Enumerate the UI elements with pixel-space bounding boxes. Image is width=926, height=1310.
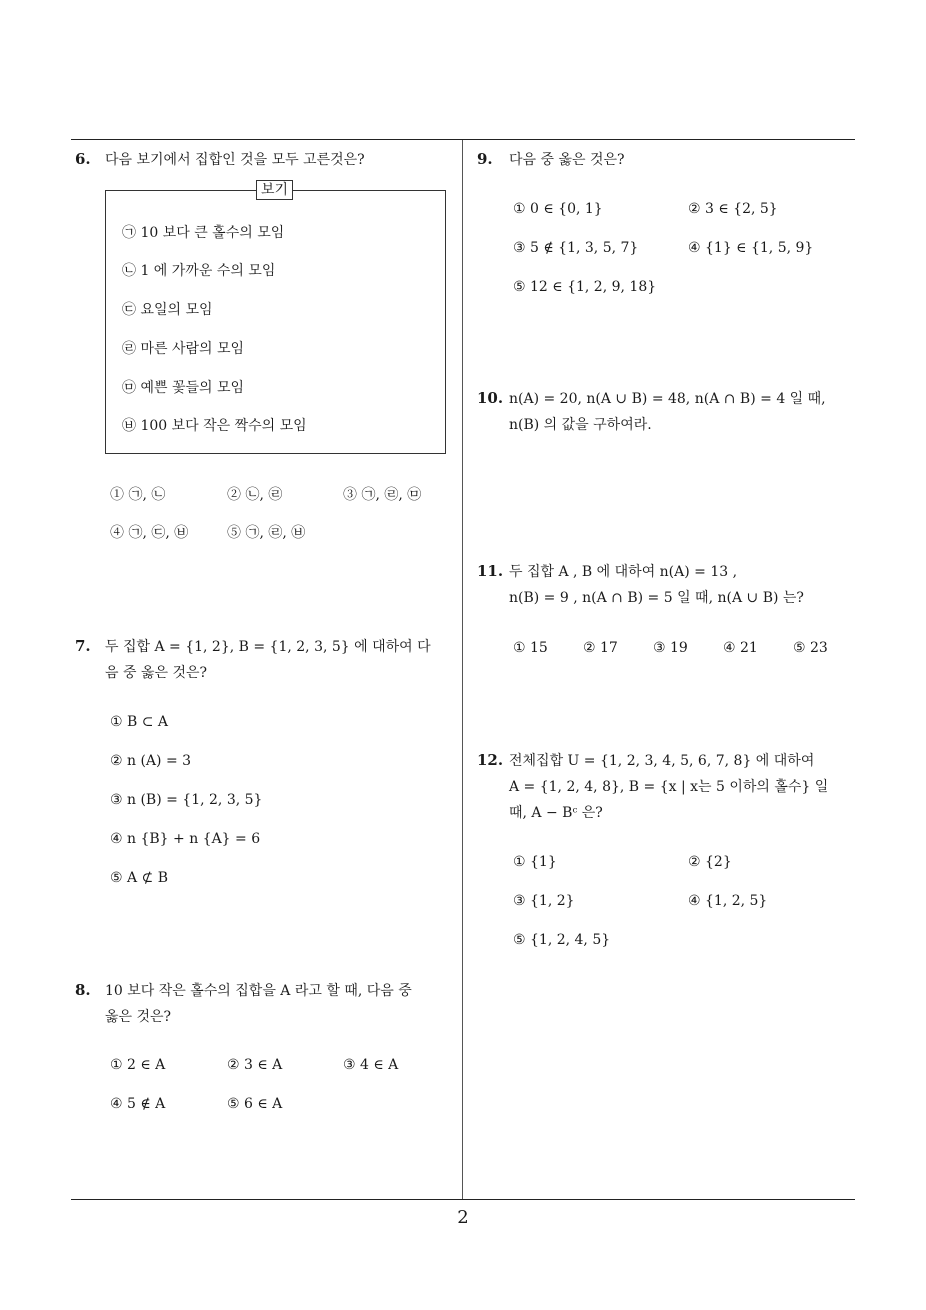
answer-choice[interactable]: ① ㉠, ㉡: [110, 487, 166, 503]
answer-choice[interactable]: ④ 21: [723, 640, 758, 656]
answer-choice[interactable]: ③ {1, 2}: [513, 893, 575, 909]
answer-choice[interactable]: ① 0 ∈ {0, 1}: [513, 201, 603, 217]
answer-choice[interactable]: ② n (A) = 3: [110, 753, 192, 769]
answer-choice[interactable]: ② ㉡, ㉣: [227, 487, 283, 503]
question-text: 때, A − Bᶜ 은?: [509, 805, 603, 821]
example-item: ㉤ 예쁜 꽃들의 모임: [122, 380, 245, 396]
answer-choice[interactable]: ⑤ 23: [793, 640, 828, 656]
question-text: 두 집합 A = {1, 2}, B = {1, 2, 3, 5} 에 대하여 다: [105, 639, 431, 655]
question-text: 10 보다 작은 홀수의 집합을 A 라고 할 때, 다음 중: [105, 983, 412, 999]
answer-choice[interactable]: ② 3 ∈ {2, 5}: [688, 201, 778, 217]
answer-choice[interactable]: ④ n {B} + n {A} = 6: [110, 831, 261, 847]
answer-choice[interactable]: ④ ㉠, ㉢, ㉥: [110, 525, 189, 541]
answer-choice[interactable]: ③ 4 ∈ A: [343, 1057, 399, 1073]
question-text: 두 집합 A , B 에 대하여 n(A) = 13 ,: [509, 564, 738, 580]
question-number: 6.: [75, 150, 91, 168]
question-text: n(A) = 20, n(A ∪ B) = 48, n(A ∩ B) = 4 일 때,: [509, 391, 826, 407]
answer-choice[interactable]: ① 2 ∈ A: [110, 1057, 166, 1073]
answer-choice[interactable]: ② {2}: [688, 854, 732, 870]
answer-choice[interactable]: ② 17: [583, 640, 618, 656]
answer-choice[interactable]: ⑤ {1, 2, 4, 5}: [513, 932, 611, 948]
example-item: ㉥ 100 보다 작은 짝수의 모임: [122, 418, 307, 434]
answer-choice[interactable]: ⑤ 6 ∈ A: [227, 1096, 283, 1112]
example-box-title: 보기: [256, 180, 293, 200]
answer-choice[interactable]: ④ {1} ∈ {1, 5, 9}: [688, 240, 814, 256]
question-text: n(B) = 9 , n(A ∩ B) = 5 일 때, n(A ∪ B) 는?: [509, 590, 804, 606]
question-number: 12.: [477, 751, 504, 769]
bottom-rule: [71, 1199, 855, 1200]
question-number: 8.: [75, 981, 91, 999]
example-item: ㉣ 마른 사람의 모임: [122, 341, 245, 357]
answer-choice[interactable]: ⑤ A ⊄ B: [110, 870, 169, 886]
example-item: ㉡ 1 에 가까운 수의 모임: [122, 263, 276, 279]
question-text: 전체집합 U = {1, 2, 3, 4, 5, 6, 7, 8} 에 대하여: [509, 753, 815, 769]
page-number: 2: [457, 1207, 469, 1228]
answer-choice[interactable]: ④ {1, 2, 5}: [688, 893, 768, 909]
question-number: 11.: [477, 562, 504, 580]
answer-choice[interactable]: ④ 5 ∉ A: [110, 1096, 166, 1112]
question-text: 옳은 것은?: [105, 1009, 172, 1025]
question-text: 다음 중 옳은 것은?: [509, 152, 625, 168]
question-text: A = {1, 2, 4, 8}, B = {x | x는 5 이하의 홀수} 일: [509, 779, 829, 795]
question-number: 9.: [477, 150, 493, 168]
answer-choice[interactable]: ③ 5 ∉ {1, 3, 5, 7}: [513, 240, 639, 256]
top-rule: [71, 139, 855, 140]
answer-choice[interactable]: ① B ⊂ A: [110, 714, 169, 730]
column-divider: [462, 140, 463, 1200]
answer-choice[interactable]: ③ n (B) = {1, 2, 3, 5}: [110, 792, 263, 808]
answer-choice[interactable]: ① 15: [513, 640, 548, 656]
answer-choice[interactable]: ⑤ 12 ∈ {1, 2, 9, 18}: [513, 279, 657, 295]
answer-choice[interactable]: ③ 19: [653, 640, 688, 656]
answer-choice[interactable]: ① {1}: [513, 854, 557, 870]
question-number: 7.: [75, 637, 91, 655]
answer-choice[interactable]: ③ ㉠, ㉣, ㉤: [343, 487, 422, 503]
question-text: 다음 보기에서 집합인 것을 모두 고른것은?: [105, 152, 365, 168]
example-item: ㉢ 요일의 모임: [122, 302, 213, 318]
question-text: 음 중 옳은 것은?: [105, 665, 208, 681]
question-number: 10.: [477, 389, 504, 407]
example-item: ㉠ 10 보다 큰 홀수의 모임: [122, 225, 285, 241]
question-text: n(B) 의 값을 구하여라.: [509, 417, 652, 433]
answer-choice[interactable]: ⑤ ㉠, ㉣, ㉥: [227, 525, 306, 541]
answer-choice[interactable]: ② 3 ∈ A: [227, 1057, 283, 1073]
